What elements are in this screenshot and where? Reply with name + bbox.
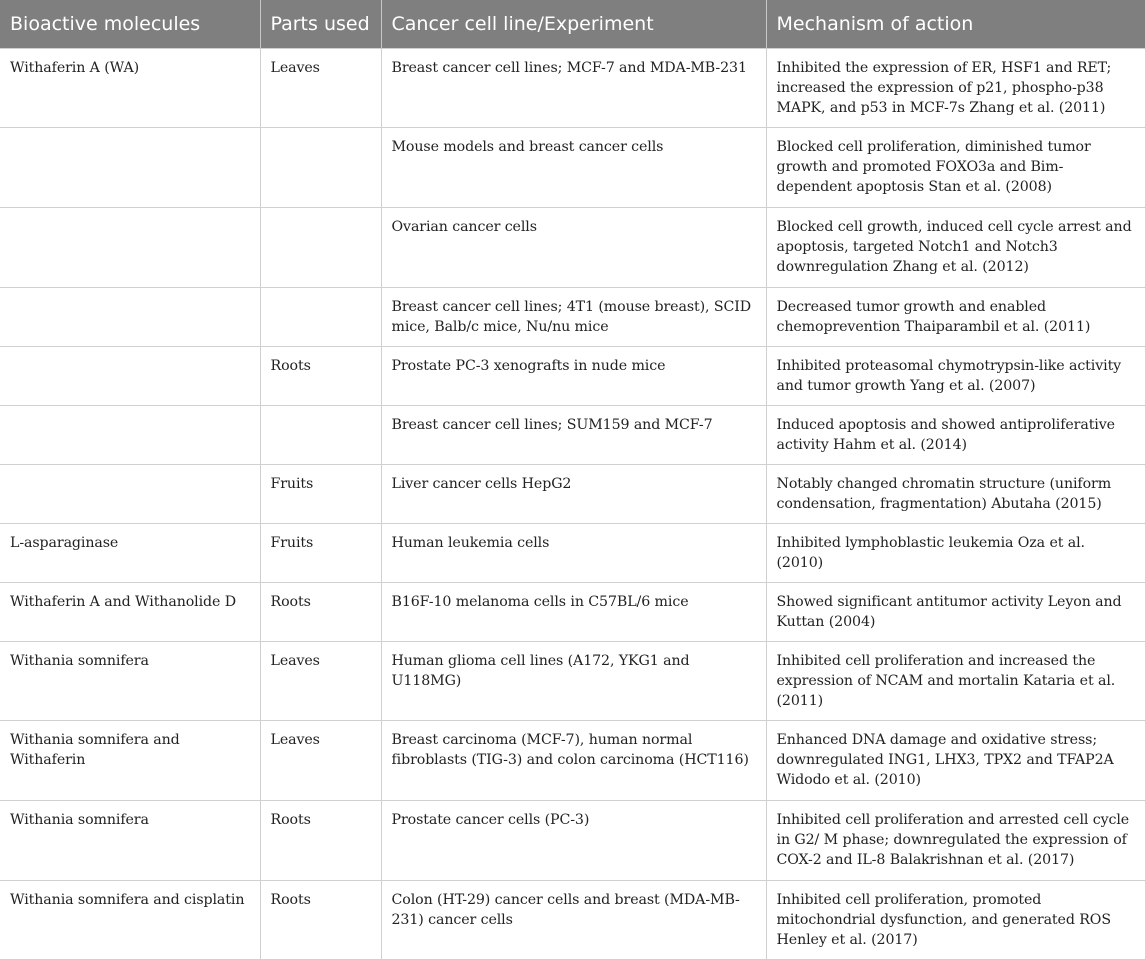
cell-experiment: Prostate cancer cells (PC-3) (381, 801, 766, 881)
cell-experiment: Breast cancer cell lines; MCF-7 and MDA-MB-231 (381, 49, 766, 128)
cell-mechanism: Enhanced DNA damage and oxidative stress; downregulated ING1, LHX3, TPX2 and TFAP2A Widodo et al. (2010) (766, 721, 1145, 801)
cell-mechanism: Inhibited cell proliferation, promoted mitochondrial dysfunction, and generated ROS Henley et al. (2017) (766, 881, 1145, 960)
cell-experiment: B16F-10 melanoma cells in C57BL/6 mice (381, 583, 766, 642)
cell-experiment: Breast carcinoma (MCF-7), human normal fibroblasts (TIG-3) and colon carcinoma (HCT116) (381, 721, 766, 801)
table-row (0, 347, 1145, 406)
table-row (0, 208, 1145, 288)
cell-mechanism: Inhibited cell proliferation and arrested cell cycle in G2/ M phase; downregulated the expression of COX-2 and IL-8 Balakrishnan et al. (2017) (766, 801, 1145, 881)
cell-molecule (0, 347, 260, 406)
cell-experiment: Mouse models and breast cancer cells (381, 128, 766, 208)
cell-experiment: Ovarian cancer cells (381, 208, 766, 288)
cell-part: Fruits (260, 524, 381, 583)
header-row (0, 0, 1145, 49)
cell-experiment: Human glioma cell lines (A172, YKG1 and U118MG) (381, 642, 766, 721)
cell-mechanism: Inhibited cell proliferation and increased the expression of NCAM and mortalin Kataria et al. (2011) (766, 642, 1145, 721)
table-row (0, 881, 1145, 960)
cell-molecule (0, 288, 260, 347)
cell-part: Leaves (260, 49, 381, 128)
cell-experiment: Liver cancer cells HepG2 (381, 465, 766, 524)
cell-mechanism: Inhibited lymphoblastic leukemia Oza et al. (2010) (766, 524, 1145, 583)
table-row (0, 721, 1145, 801)
table-row (0, 288, 1145, 347)
cell-mechanism: Showed significant antitumor activity Leyon and Kuttan (2004) (766, 583, 1145, 642)
cell-mechanism: Blocked cell growth, induced cell cycle arrest and apoptosis, targeted Notch1 and Notch3 downregulation Zhang et al. (2012) (766, 208, 1145, 288)
table-row (0, 465, 1145, 524)
cell-part: Leaves (260, 642, 381, 721)
cell-part: Leaves (260, 721, 381, 801)
cell-mechanism: Decreased tumor growth and enabled chemoprevention Thaiparambil et al. (2011) (766, 288, 1145, 347)
cell-experiment: Colon (HT-29) cancer cells and breast (MDA-MB-231) cancer cells (381, 881, 766, 960)
table-row (0, 406, 1145, 465)
table-row (0, 583, 1145, 642)
cell-part: Roots (260, 583, 381, 642)
cell-part (260, 406, 381, 465)
cell-part (260, 288, 381, 347)
cell-molecule: Withaferin A and Withanolide D (0, 583, 260, 642)
cell-mechanism: Induced apoptosis and showed antiproliferative activity Hahm et al. (2014) (766, 406, 1145, 465)
cell-molecule (0, 208, 260, 288)
header-bioactive-molecules: Bioactive molecules (0, 0, 260, 49)
cell-experiment: Prostate PC-3 xenografts in nude mice (381, 347, 766, 406)
cell-experiment: Breast cancer cell lines; 4T1 (mouse breast), SCID mice, Balb/c mice, Nu/nu mice (381, 288, 766, 347)
cell-molecule: Withaferin A (WA) (0, 49, 260, 128)
cell-experiment: Human leukemia cells (381, 524, 766, 583)
table-row (0, 801, 1145, 881)
table-row (0, 642, 1145, 721)
cell-mechanism: Inhibited the expression of ER, HSF1 and RET; increased the expression of p21, phospho-p38 MAPK, and p53 in MCF-7s Zhang et al. (2011) (766, 49, 1145, 128)
cell-part: Roots (260, 801, 381, 881)
cell-part: Fruits (260, 465, 381, 524)
cell-molecule (0, 465, 260, 524)
cell-mechanism: Inhibited proteasomal chymotrypsin-like activity and tumor growth Yang et al. (2007) (766, 347, 1145, 406)
cell-molecule: Withania somnifera (0, 642, 260, 721)
header-mechanism-of-action: Mechanism of action (766, 0, 1145, 49)
cell-part (260, 128, 381, 208)
cell-part (260, 208, 381, 288)
table-row (0, 128, 1145, 208)
table-row (0, 524, 1145, 583)
cell-mechanism: Blocked cell proliferation, diminished tumor growth and promoted FOXO3a and Bim-dependent apoptosis Stan et al. (2008) (766, 128, 1145, 208)
cell-molecule: Withania somnifera and Withaferin (0, 721, 260, 801)
table-body (0, 49, 1145, 960)
header-cancer-cell-line: Cancer cell line/Experiment (381, 0, 766, 49)
cell-molecule: Withania somnifera (0, 801, 260, 881)
table-header (0, 0, 1145, 49)
cell-molecule (0, 406, 260, 465)
cell-molecule (0, 128, 260, 208)
cell-part: Roots (260, 881, 381, 960)
cell-molecule: L-asparaginase (0, 524, 260, 583)
cell-experiment: Breast cancer cell lines; SUM159 and MCF-7 (381, 406, 766, 465)
table-row (0, 49, 1145, 128)
cell-mechanism: Notably changed chromatin structure (uniform condensation, fragmentation) Abutaha (2015) (766, 465, 1145, 524)
header-parts-used: Parts used (260, 0, 381, 49)
cell-molecule: Withania somnifera and cisplatin (0, 881, 260, 960)
cell-part: Roots (260, 347, 381, 406)
